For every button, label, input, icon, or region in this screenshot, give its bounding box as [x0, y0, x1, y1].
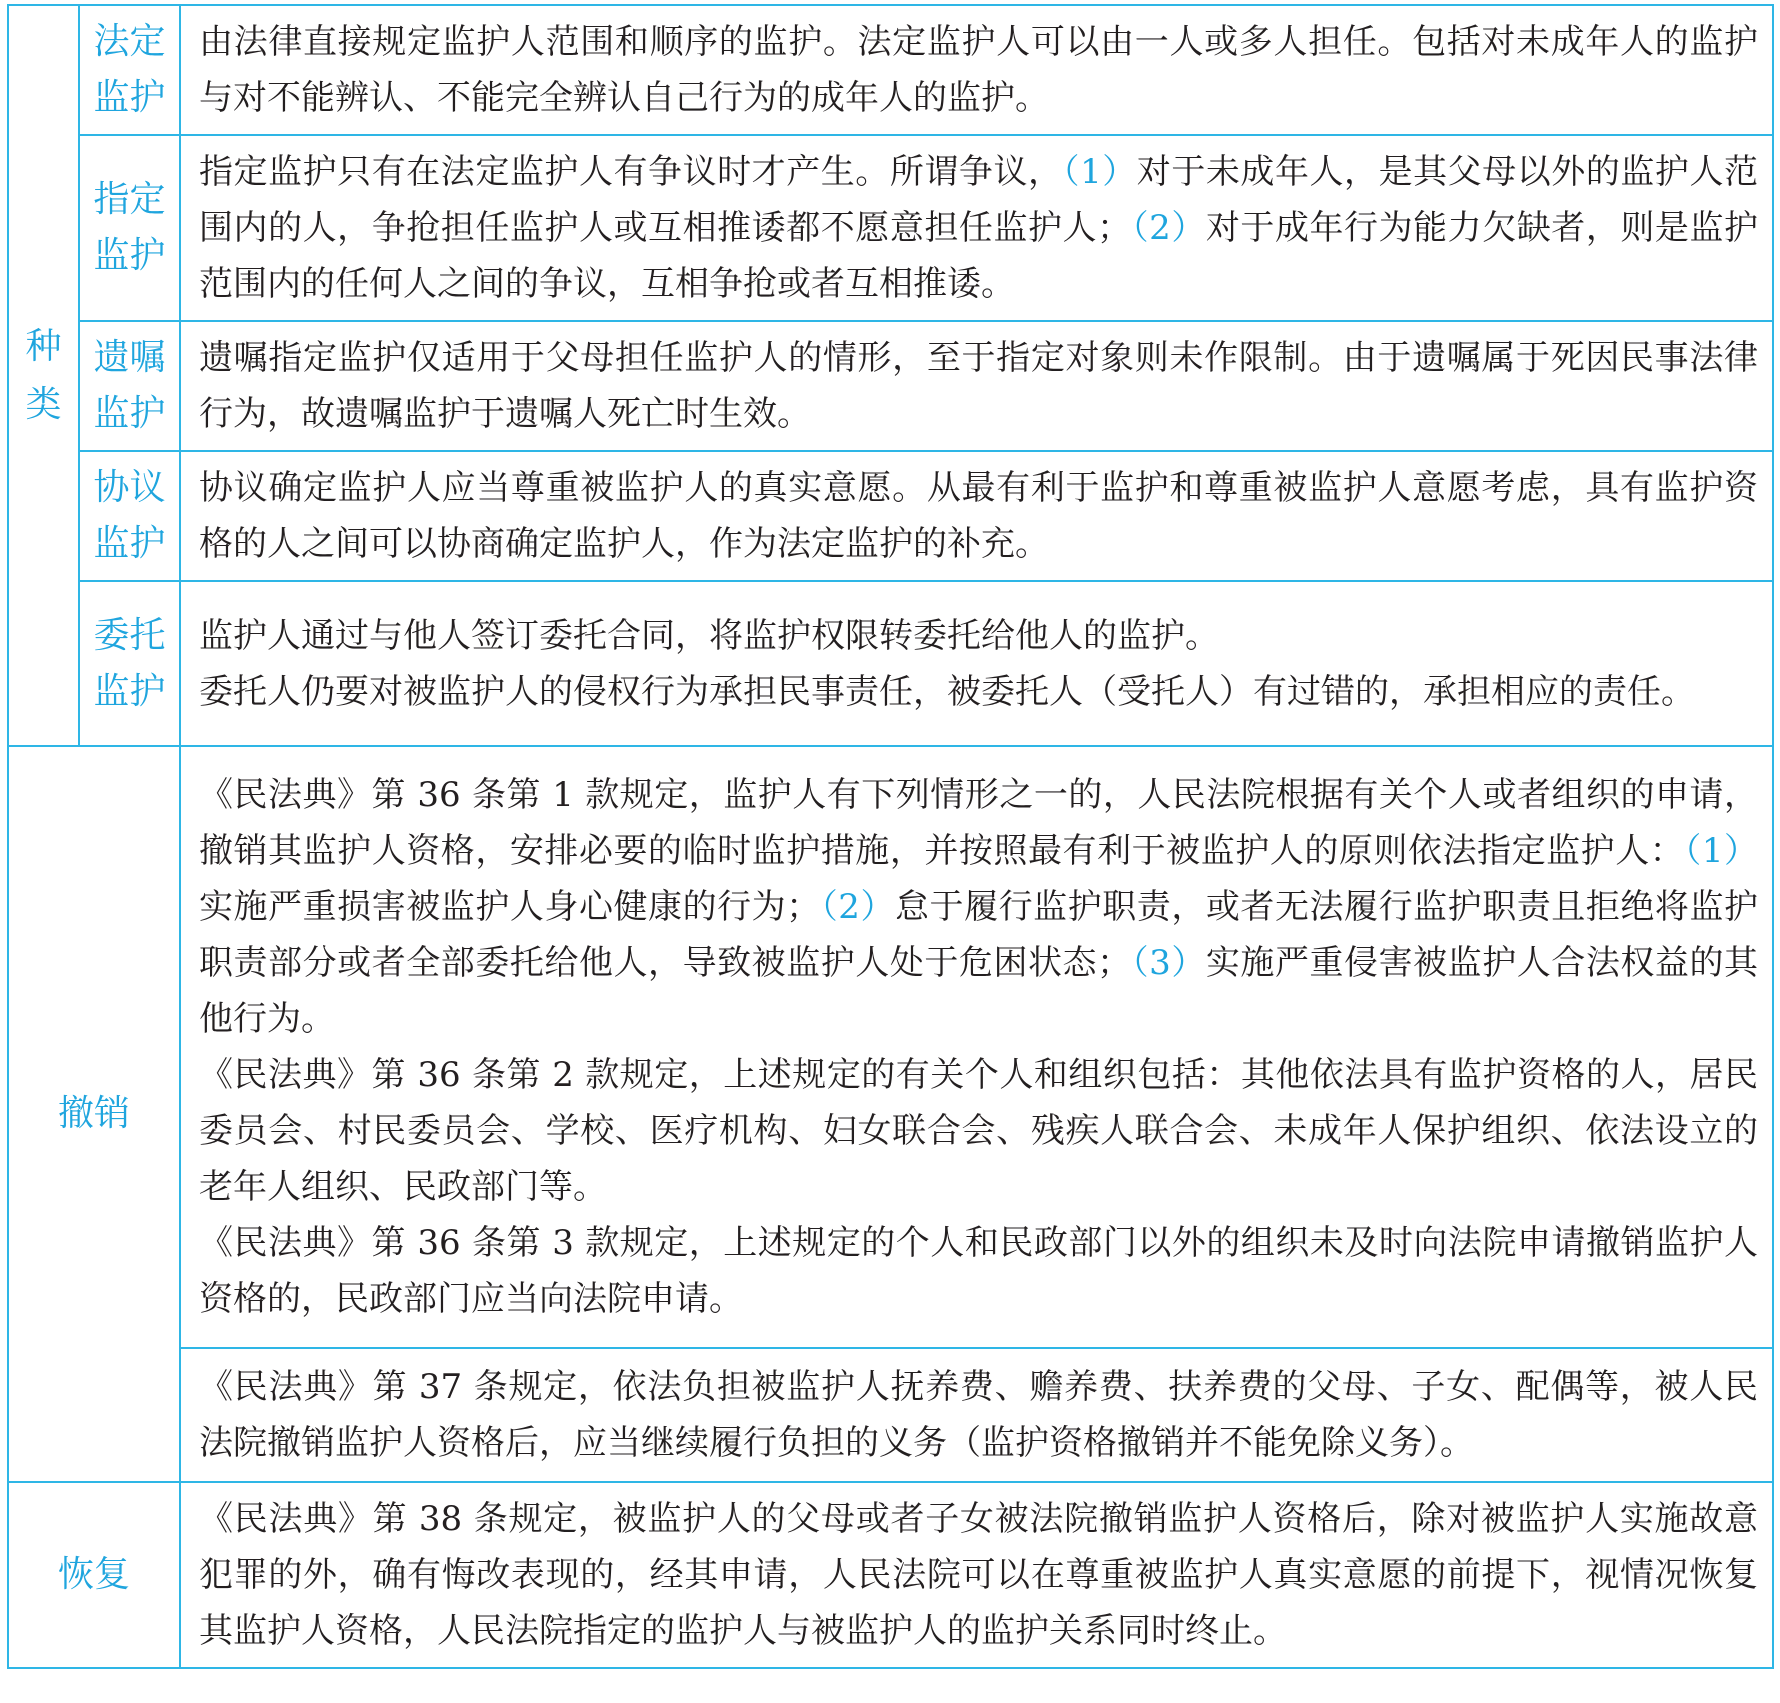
para-text: 实施严重侵害被监护人合法权益的其他行为。 — [199, 943, 1759, 1039]
type-name-statutory — [79, 5, 180, 135]
type-desc-entrusted — [180, 581, 1773, 746]
type-name-agreement — [79, 451, 180, 581]
type-name-testamentary — [79, 321, 180, 451]
para-text: 怠于履行监护职责，或者无法履行监护职责且拒绝将监护职责部分或者全部委托给他人，导致被监护人处于危困状态； — [199, 887, 1759, 983]
type-desc-designated — [180, 135, 1773, 321]
type-name-designated — [79, 135, 180, 321]
item-number: （1） — [1684, 831, 1758, 871]
revoke-para-2: 《民法典》第 36 条第 2 款规定，上述规定的有关个人和组织包括：其他依法具有监护资格的人，居民委员会、村民委员会、学校、医疗机构、妇女联合会、残疾人联合会、未成年人保护组织、依法设立的老年人组织、民政部门等。 — [199, 1055, 1758, 1207]
type-text: 监护人通过与他人签订委托合同，将监护权限转委托给他人的监护。 — [199, 615, 1219, 656]
type-text: 协议确定监护人应当尊重被监护人的真实意愿。从最有利于监护和尊重被监护人意愿考虑，具有监护资格的人之间可以协商确定监护人，作为法定监护的补充。 — [199, 468, 1758, 564]
table-row — [8, 1348, 1773, 1482]
table-row — [8, 746, 1773, 1348]
type-label: 指定监护 — [93, 179, 166, 276]
para-text: 《民法典》第 36 条第 1 款规定，监护人有下列情形之一的，人民法院根据有关个人或者组织的申请，撤销其监护人资格，安排必要的临时监护措施，并按照最有利于被监护人的原则依法指定监护人： — [199, 775, 1758, 871]
revoke-para-1 — [199, 767, 1758, 1047]
type-label: 遗嘱监护 — [93, 337, 166, 434]
guardianship-table — [7, 4, 1774, 1669]
type-label: 法定监护 — [93, 21, 166, 118]
item-number: （2） — [1131, 208, 1206, 248]
table-row — [8, 5, 1773, 135]
type-text: 对于成年行为能力欠缺者，则是监护范围内的任何人之间的争议，互相争抢或者互相推诿。 — [199, 208, 1759, 304]
table-row — [8, 451, 1773, 581]
item-number: （1） — [1062, 152, 1137, 192]
type-name-entrusted — [79, 581, 180, 746]
type-text: 遗嘱指定监护仅适用于父母担任监护人的情形，至于指定对象则未作限制。由于遗嘱属于死因民事法律行为，故遗嘱监护于遗嘱人死亡时生效。 — [199, 338, 1758, 434]
item-number: （2） — [820, 887, 896, 927]
category-label: 恢复 — [57, 1554, 130, 1595]
type-text: 由法律直接规定监护人范围和顺序的监护。法定监护人可以由一人或多人担任。包括对未成年人的监护与对不能辨认、不能完全辨认自己行为的成年人的监护。 — [199, 22, 1758, 118]
table-row — [8, 135, 1773, 321]
restore-desc — [180, 1482, 1773, 1668]
category-label: 撤销 — [57, 1093, 130, 1134]
revoke-desc-art36 — [180, 746, 1773, 1348]
para-text: 实施严重损害被监护人身心健康的行为； — [199, 887, 821, 927]
table-row — [8, 1482, 1773, 1668]
type-label: 协议监护 — [93, 467, 166, 564]
table-row — [8, 581, 1773, 746]
type-desc-agreement — [180, 451, 1773, 581]
type-text: 指定监护只有在法定监护人有争议时才产生。所谓争议， — [199, 152, 1063, 192]
type-desc-statutory — [180, 5, 1773, 135]
type-text: 委托人仍要对被监护人的侵权行为承担民事责任，被委托人（受托人）有过错的，承担相应的责任。 — [199, 671, 1695, 712]
type-desc-testamentary — [180, 321, 1773, 451]
para-text: 《民法典》第 38 条规定，被监护人的父母或者子女被法院撤销监护人资格后，除对被监护人实施故意犯罪的外，确有悔改表现的，经其申请，人民法院可以在尊重被监护人真实意愿的前提下，视情况恢复其监护人资格，人民法院指定的监护人与被监护人的监护关系同时终止。 — [199, 1499, 1758, 1651]
revoke-para-3: 《民法典》第 36 条第 3 款规定，上述规定的个人和民政部门以外的组织未及时向法院申请撤销监护人资格的，民政部门应当向法院申请。 — [199, 1223, 1758, 1319]
item-number: （3） — [1131, 943, 1206, 983]
para-text: 《民法典》第 37 条规定，依法负担被监护人抚养费、赡养费、扶养费的父母、子女、配偶等，被人民法院撤销监护人资格后，应当继续履行负担的义务（监护资格撤销并不能免除义务）。 — [199, 1367, 1758, 1463]
category-label: 种类 — [25, 325, 62, 425]
revoke-desc-art37 — [180, 1348, 1773, 1482]
category-types — [8, 5, 79, 746]
type-text: 对于未成年人，是其父母以外的监护人范围内的人，争抢担任监护人或互相推诿都不愿意担任监护人； — [199, 152, 1758, 248]
table-row — [8, 321, 1773, 451]
type-label: 委托监护 — [93, 614, 166, 712]
category-restore — [8, 1482, 180, 1668]
category-revoke — [8, 746, 180, 1482]
